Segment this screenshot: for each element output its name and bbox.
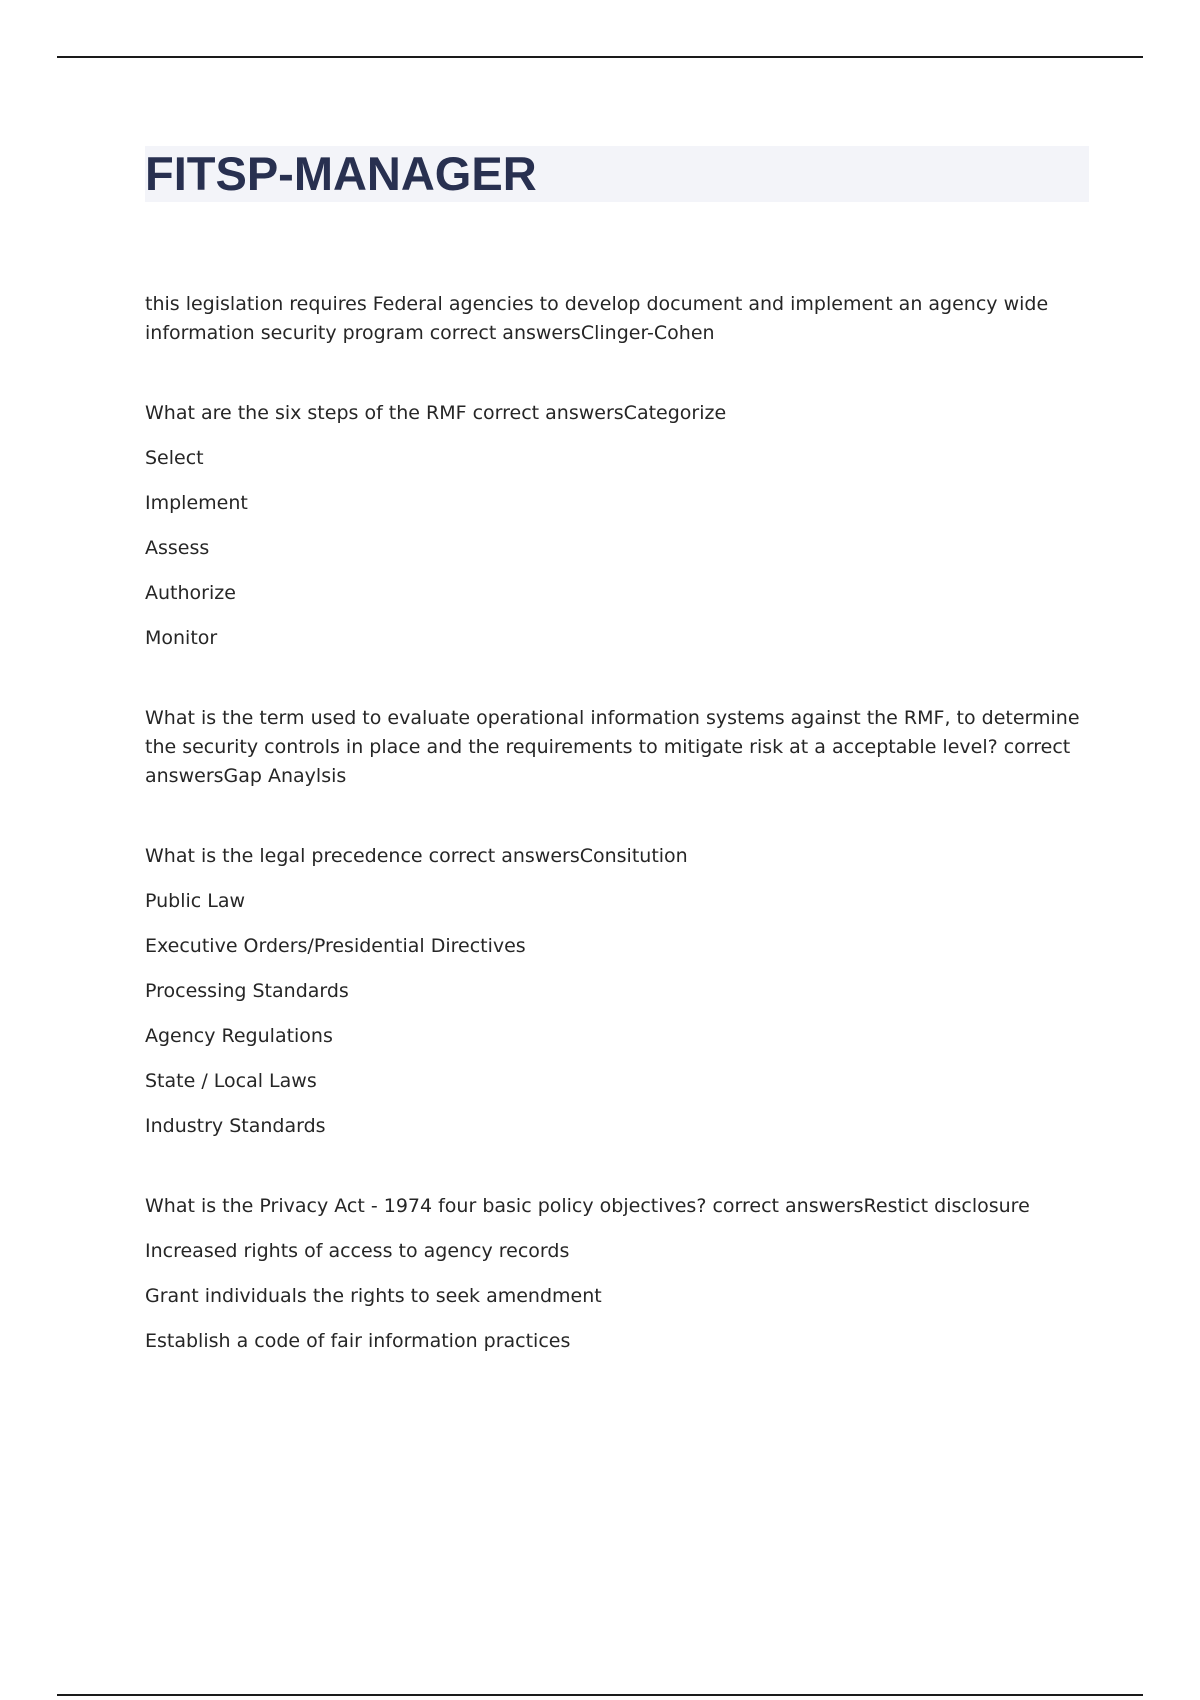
answer-item: Assess	[145, 537, 210, 559]
answer-item: Processing Standards	[145, 980, 349, 1002]
qa-entry-3	[145, 704, 1085, 791]
question-text: What is the legal precedence correct answersConsitution	[145, 845, 688, 867]
answer-item: Grant individuals the rights to seek amendment	[145, 1285, 602, 1307]
question-text: What is the Privacy Act - 1974 four basic policy objectives? correct answersRestict disclosure	[145, 1195, 1030, 1217]
document-body	[145, 290, 1085, 1356]
question-text: What are the six steps of the RMF correct answersCategorize	[145, 402, 727, 424]
footer-rule	[57, 1694, 1143, 1696]
answer-item: Industry Standards	[145, 1115, 326, 1137]
answer-item: Increased rights of access to agency records	[145, 1240, 570, 1262]
header-rule	[57, 56, 1143, 58]
answer-item: Executive Orders/Presidential Directives	[145, 935, 526, 957]
answer-item: Monitor	[145, 627, 218, 649]
answer-item: Implement	[145, 492, 248, 514]
answer-item: Authorize	[145, 582, 236, 604]
answer-item: Agency Regulations	[145, 1025, 333, 1047]
answer-item: Select	[145, 447, 204, 469]
qa-entry-2	[145, 399, 1085, 653]
question-text: this legislation requires Federal agencies to develop document and implement an agency wide information security program correct answersClinger-Cohen	[145, 293, 1049, 344]
qa-entry-1	[145, 290, 1085, 348]
qa-entry-5	[145, 1192, 1085, 1356]
answer-item: Public Law	[145, 890, 246, 912]
qa-entry-4	[145, 842, 1085, 1141]
answer-item: Establish a code of fair information practices	[145, 1330, 571, 1352]
question-text: What is the term used to evaluate operational information systems against the RMF, to determine the security controls in place and the requirements to mitigate risk at a acceptable level? correct answersGap Anaylsis	[145, 707, 1080, 787]
answer-item: State / Local Laws	[145, 1070, 317, 1092]
page-title: FITSP-MANAGER	[145, 147, 537, 200]
